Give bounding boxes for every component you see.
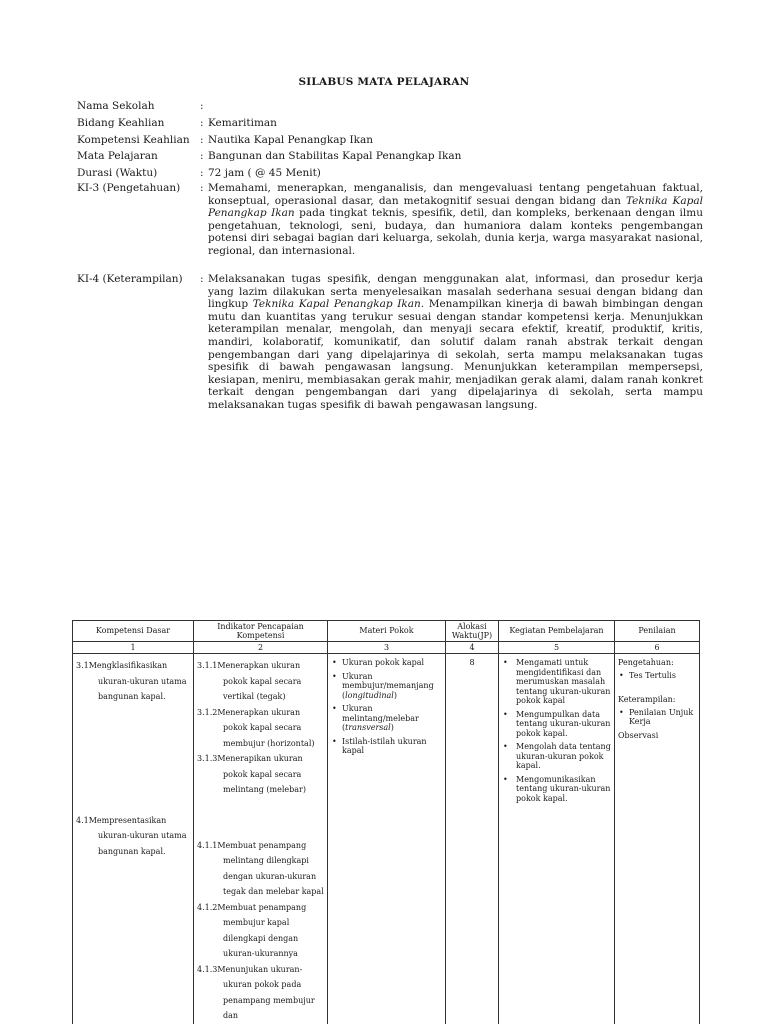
materi-text: Ukuran pokok kapal bbox=[342, 658, 425, 667]
header-kegiatan: Kegiatan Pembelajaran bbox=[499, 621, 615, 642]
materi-text: ) bbox=[390, 723, 394, 732]
cell-kompetensi-dasar bbox=[73, 654, 194, 1024]
cell-indikator bbox=[194, 654, 328, 1024]
column-number: 5 bbox=[499, 642, 615, 654]
penilaian-keterampilan-label: Keterampilan: bbox=[618, 694, 676, 704]
header-indikator: Indikator Pencapaian Kompetensi bbox=[194, 621, 328, 642]
list-item: • Mengamati untuk mengidentifikasi dan merumuskan masalah tentang ukuran-ukuran pokok kapal bbox=[502, 658, 611, 706]
table-header-row bbox=[73, 621, 700, 642]
indikator-item: 3.1.1Menerapkan ukuran pokok kapal secara vertikal (tegak) bbox=[197, 661, 302, 701]
cell-materi-pokok bbox=[328, 654, 446, 1024]
info-colon: : bbox=[200, 133, 204, 146]
info-row-bidang-keahlian bbox=[77, 115, 707, 132]
materi-text: Istilah-istilah ukuran kapal bbox=[342, 736, 427, 755]
list-item bbox=[331, 737, 442, 756]
info-colon: : bbox=[200, 150, 204, 163]
ki4-text-part: Menampilkan kinerja di bawah bimbingan dengan mutu dan kuantitas yang terukur sesuai dengan standar kompetensi kerja. Menunjukkan keterampilan menalar, mengolah, dan menyaji secara efektif, kreatif, produktif, kritis, mandiri, kolaboratif, komunikatif, dan solutif dalam ranah abstrak terkait dengan pengembangan dari yang dipelajarinya di sekolah, serta mampu melaksanakan tugas spesifik di bawah pengawasan langsung. Menunjukkan keterampilan mempersepsi, kesiapan, meniru, membiasakan gerak mahir, menjadikan gerak alami, dalam ranah konkret terkait dengan pengembangan dari yang dipelajarinya di sekolah, serta mampu melaksanakan tugas spesifik di bawah pengawasan langsung. bbox=[208, 298, 703, 411]
identity-block bbox=[77, 98, 707, 182]
ki3-colon: : bbox=[200, 182, 204, 194]
penilaian-list bbox=[618, 671, 696, 681]
info-value bbox=[208, 98, 707, 115]
spacer bbox=[618, 685, 696, 695]
kd-item: 3.1Mengklasifikasikan ukuran-ukuran utama bangunan kapal. bbox=[76, 661, 187, 701]
header-kompetensi-dasar: Kompetensi Dasar bbox=[73, 621, 194, 642]
ki3-text bbox=[208, 182, 703, 258]
indikator-item: 3.1.2Menerapkan ukuran pokok kapal secara membujur (horizontal) bbox=[197, 707, 315, 748]
penilaian-pengetahuan-label: Pengetahuan: bbox=[618, 658, 674, 667]
info-colon: : bbox=[200, 116, 204, 129]
materi-text: Ukuran membujur/memanjang ( bbox=[342, 671, 434, 700]
indikator-item: 4.1.1Membuat penampang melintang dilengkapi dengan ukuran-ukuran tegak dan melebar kapal bbox=[197, 840, 324, 896]
column-number: 6 bbox=[615, 642, 700, 654]
ki4-text-italic: Teknika Kapal Penangkap Ikan. bbox=[252, 298, 425, 311]
header-alokasi-waktu: Alokasi Waktu(JP) bbox=[446, 621, 499, 642]
indikator-item: 4.1.2Membuat penampang membujur kapal dilengkapi dengan ukuran-ukurannya bbox=[197, 902, 307, 958]
penilaian-observasi: Observasi bbox=[618, 730, 659, 740]
materi-text: ) bbox=[393, 690, 397, 700]
info-row-durasi bbox=[77, 165, 707, 182]
materi-text-italic: transversal bbox=[345, 723, 391, 732]
info-label: Nama Sekolah bbox=[77, 100, 155, 112]
ki3-text-part: Memahami, menerapkan, menganalisis, dan mengevaluasi tentang pengetahuan faktual, konseptual, operasional dasar, dan metakognitif sesuai dengan bidang dan bbox=[208, 182, 703, 207]
column-number: 2 bbox=[194, 642, 328, 654]
list-item bbox=[331, 704, 442, 733]
info-label: Durasi (Waktu) bbox=[77, 167, 158, 180]
info-label: Bidang Keahlian bbox=[77, 116, 165, 129]
column-number: 1 bbox=[73, 642, 194, 654]
info-value: Kemaritiman bbox=[208, 116, 277, 129]
silabus-table bbox=[72, 620, 700, 1024]
list-item: • Mengomunikasikan tentang ukuran-ukuran pokok kapal. bbox=[502, 775, 611, 804]
info-colon: : bbox=[200, 167, 204, 180]
ki4-text bbox=[208, 273, 703, 412]
info-value: Nautika Kapal Penangkap Ikan bbox=[208, 133, 374, 146]
list-item: • Mengolah data tentang ukuran-ukuran pokok kapal. bbox=[502, 742, 611, 771]
indikator-item: 4.1.3Menunjukan ukuran-ukuran pokok pada penampang membujur dan bbox=[197, 964, 315, 1020]
info-value: 72 jam ( @ 45 Menit) bbox=[208, 167, 321, 180]
info-row-kompetensi-keahlian bbox=[77, 132, 707, 149]
ki3-section bbox=[77, 182, 703, 258]
info-colon: : bbox=[200, 100, 204, 112]
alokasi-value: 8 bbox=[469, 658, 475, 667]
header-penilaian: Penilaian bbox=[615, 621, 700, 642]
ki4-label: KI-4 (Keterampilan) bbox=[77, 273, 183, 285]
info-row-nama-sekolah bbox=[77, 98, 707, 115]
cell-kegiatan bbox=[499, 654, 615, 1024]
document-title: SILABUS MATA PELAJARAN bbox=[298, 76, 470, 88]
column-number: 4 bbox=[446, 642, 499, 654]
cell-penilaian bbox=[615, 654, 700, 1024]
info-value: Bangunan dan Stabilitas Kapal Penangkap Ikan bbox=[208, 150, 462, 163]
ki3-label: KI-3 (Pengetahuan) bbox=[77, 182, 181, 194]
table-number-row bbox=[73, 642, 700, 654]
info-row-mata-pelajaran bbox=[77, 148, 707, 165]
indikator-item: 3.1.3Menerapikan ukuran pokok kapal secara melintang (melebar) bbox=[197, 754, 306, 794]
spacer bbox=[197, 798, 324, 838]
ki4-colon: : bbox=[200, 273, 204, 285]
spacer bbox=[76, 705, 190, 813]
info-label: Mata Pelajaran bbox=[77, 150, 158, 163]
list-item: • Mengumpulkan data tentang ukuran-ukuran pokok kapal. bbox=[502, 710, 611, 739]
materi-text-italic: longitudinal bbox=[345, 690, 394, 700]
materi-text: Ukuran melintang/melebar ( bbox=[342, 704, 419, 732]
ki4-text-part: Melaksanakan tugas spesifik, dengan menggunakan alat, informasi, dan prosedur kerja yang lazim dilakukan serta menyelesaikan masalah sederhana sesuai dengan bidang dan lingkup bbox=[208, 273, 703, 311]
header-materi-pokok: Materi Pokok bbox=[328, 621, 446, 642]
list-item bbox=[331, 672, 442, 701]
list-item: • Tes Tertulis bbox=[618, 671, 696, 681]
ki3-text-italic: Teknika Kapal Penangkap Ikan bbox=[208, 194, 703, 220]
ki3-text-part: pada tingkat teknis, spesifik, detil, dan kompleks, berkenaan dengan ilmu pengetahuan, teknologi, seni, budaya, dan humaniora dalam konteks pengembangan potensi diri sebagai bagian dari keluarga, sekolah, dunia kerja, warga masyarakat nasional, regional, dan internasional. bbox=[208, 207, 703, 257]
materi-list bbox=[331, 658, 442, 756]
list-item: • Penilaian Unjuk Kerja bbox=[618, 708, 696, 727]
cell-alokasi-waktu bbox=[446, 654, 499, 1024]
column-number: 3 bbox=[328, 642, 446, 654]
ki4-section bbox=[77, 273, 703, 412]
kd-item: 4.1Mempresentasikan ukuran-ukuran utama bangunan kapal. bbox=[76, 815, 187, 856]
table-row bbox=[73, 654, 700, 1024]
info-label: Kompetensi Keahlian bbox=[77, 133, 190, 146]
kegiatan-list bbox=[502, 658, 611, 803]
penilaian-list bbox=[618, 708, 696, 727]
list-item bbox=[331, 658, 442, 668]
